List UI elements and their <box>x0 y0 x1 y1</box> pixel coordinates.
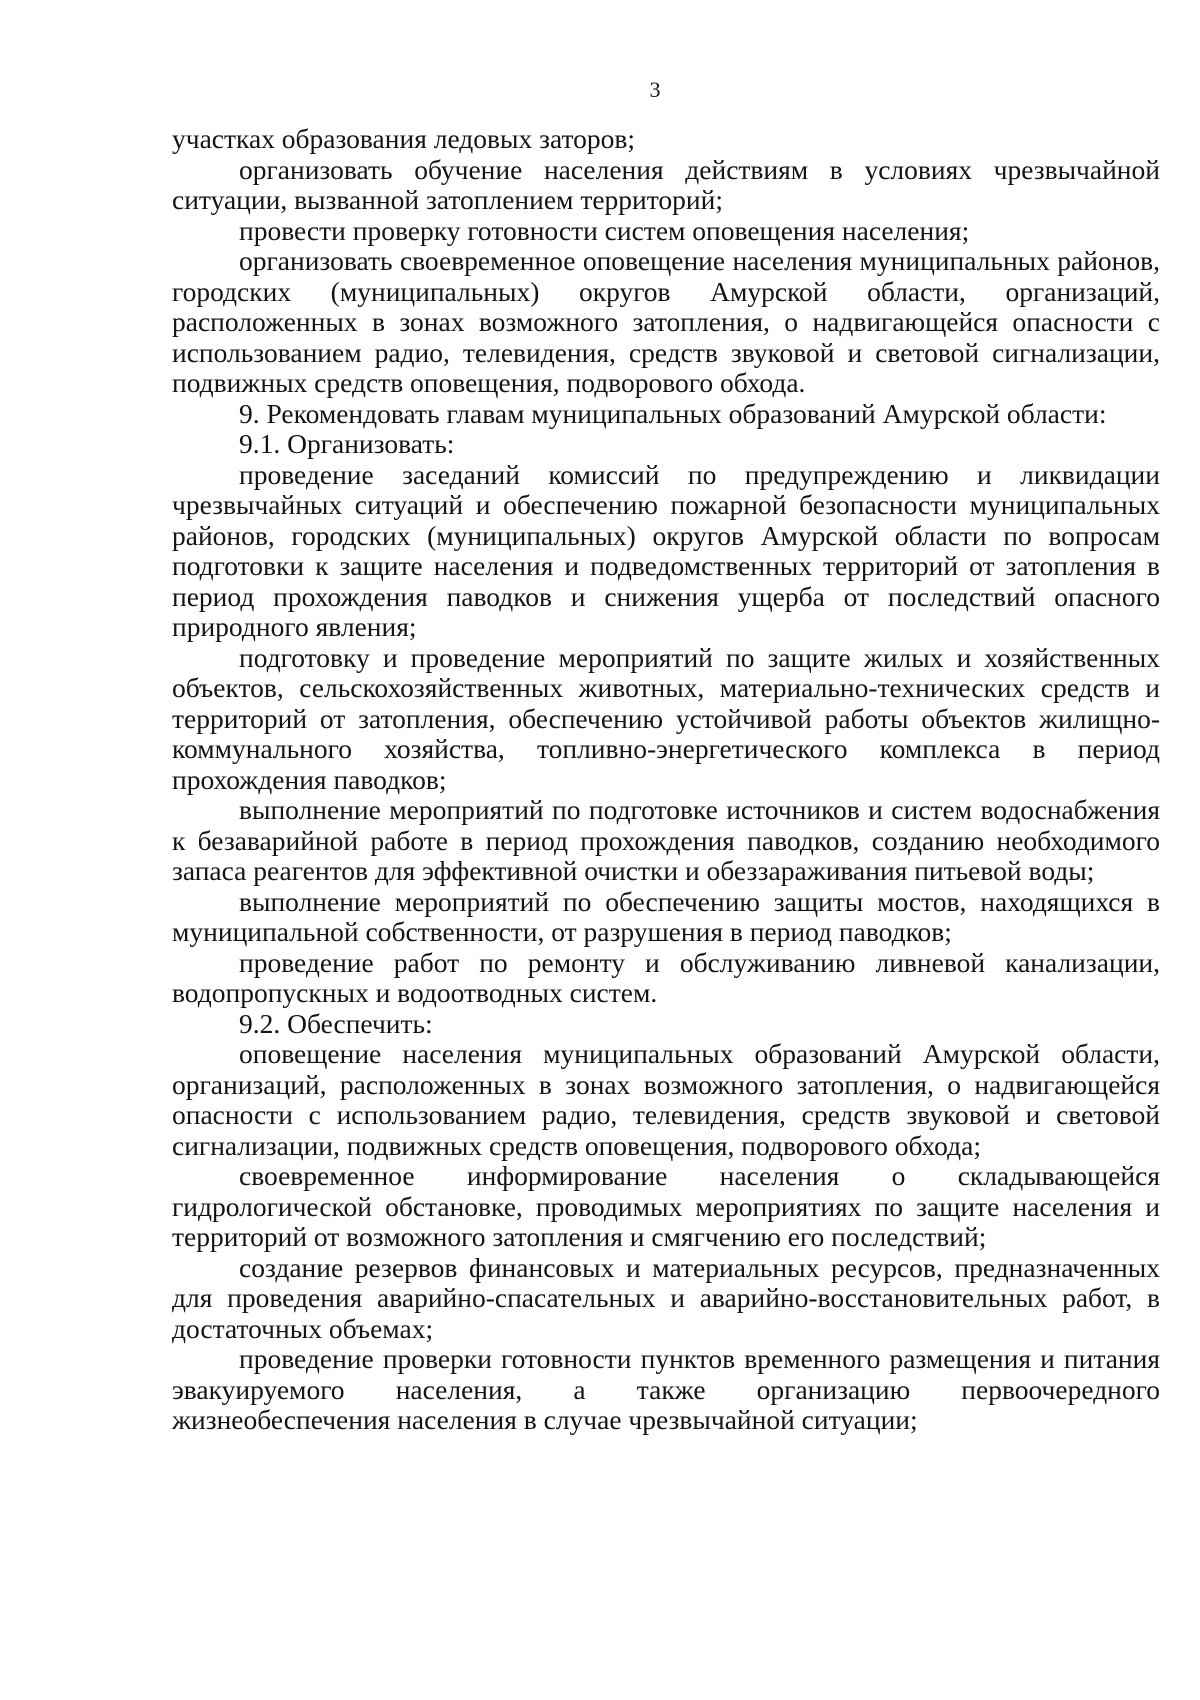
paragraph: своевременное информирование населения о складывающейся гидрологической обстановке, проводимых мероприятиях по защите населения и территорий от возможного затопления и смягчению его последствий; <box>172 1160 1160 1252</box>
paragraph: организовать обучение населения действиям в условиях чрезвычайной ситуации, вызванной затоплением территорий; <box>172 153 1160 215</box>
paragraph: 9.1. Организовать: <box>239 428 455 459</box>
paragraph: 9.2. Обеспечить: <box>239 1007 433 1039</box>
paragraph: выполнение мероприятий по обеспечению защиты мостов, находящихся в муниципальной собственности, от разрушения в период паводков; <box>172 885 1160 947</box>
paragraph: проведение проверки готовности пунктов временного размещения и питания эвакуируемого населения, а также организацию первоочередного жизнеобеспечения населения в случае чрезвычайной ситуации; <box>172 1343 1160 1435</box>
paragraph: участках образования ледовых заторов; <box>172 123 636 154</box>
paragraph: провести проверку готовности систем оповещения населения; <box>239 214 970 246</box>
paragraph: организовать своевременное оповещение населения муниципальных районов, городских (муниципальных) округов Амурской области, организаций, расположенных в зонах возможного затопления, о надвигающейся опасности с использованием радио, телевидения, средств звуковой и световой сигнализации, подвижных средств оповещения, подворового обхода. <box>172 245 1160 398</box>
paragraph: 9. Рекомендовать главам муниципальных образований Амурской области: <box>239 397 1107 429</box>
paragraph: создание резервов финансовых и материальных ресурсов, предназначенных для проведения аварийно-спасательных и аварийно-восстановительных работ, в достаточных объемах; <box>172 1251 1160 1344</box>
document-body <box>172 124 1160 1436</box>
paragraph: оповещение населения муниципальных образований Амурской области, организаций, расположенных в зонах возможного затопления, о надвигающейся опасности с использованием радио, телевидения, средств звуковой и световой сигнализации, подвижных средств оповещения, подворового обхода; <box>172 1038 1160 1161</box>
paragraph: подготовку и проведение мероприятий по защите жилых и хозяйственных объектов, сельскохозяйственных животных, материально-технических средств и территорий от затопления, обеспечению устойчивой работы объектов жилищно-коммунального хозяйства, топливно-энергетического комплекса в период прохождения паводков; <box>172 641 1160 795</box>
page-number: 3 <box>649 77 661 102</box>
paragraph: проведение работ по ремонту и обслуживанию ливневой канализации, водопропускных и водоотводных систем. <box>172 946 1160 1008</box>
paragraph: выполнение мероприятий по подготовке источников и систем водоснабжения к безаварийной работе в период прохождения паводков, созданию необходимого запаса реагентов для эффективной очистки и обеззараживания питьевой воды; <box>172 794 1160 886</box>
paragraph: проведение заседаний комиссий по предупреждению и ликвидации чрезвычайных ситуаций и обеспечению пожарной безопасности муниципальных районов, городских (муниципальных) округов Амурской области по вопросам подготовки к защите населения и подведомственных территорий от затопления в период прохождения паводков и снижения ущерба от последствий опасного природного явления; <box>172 458 1160 642</box>
